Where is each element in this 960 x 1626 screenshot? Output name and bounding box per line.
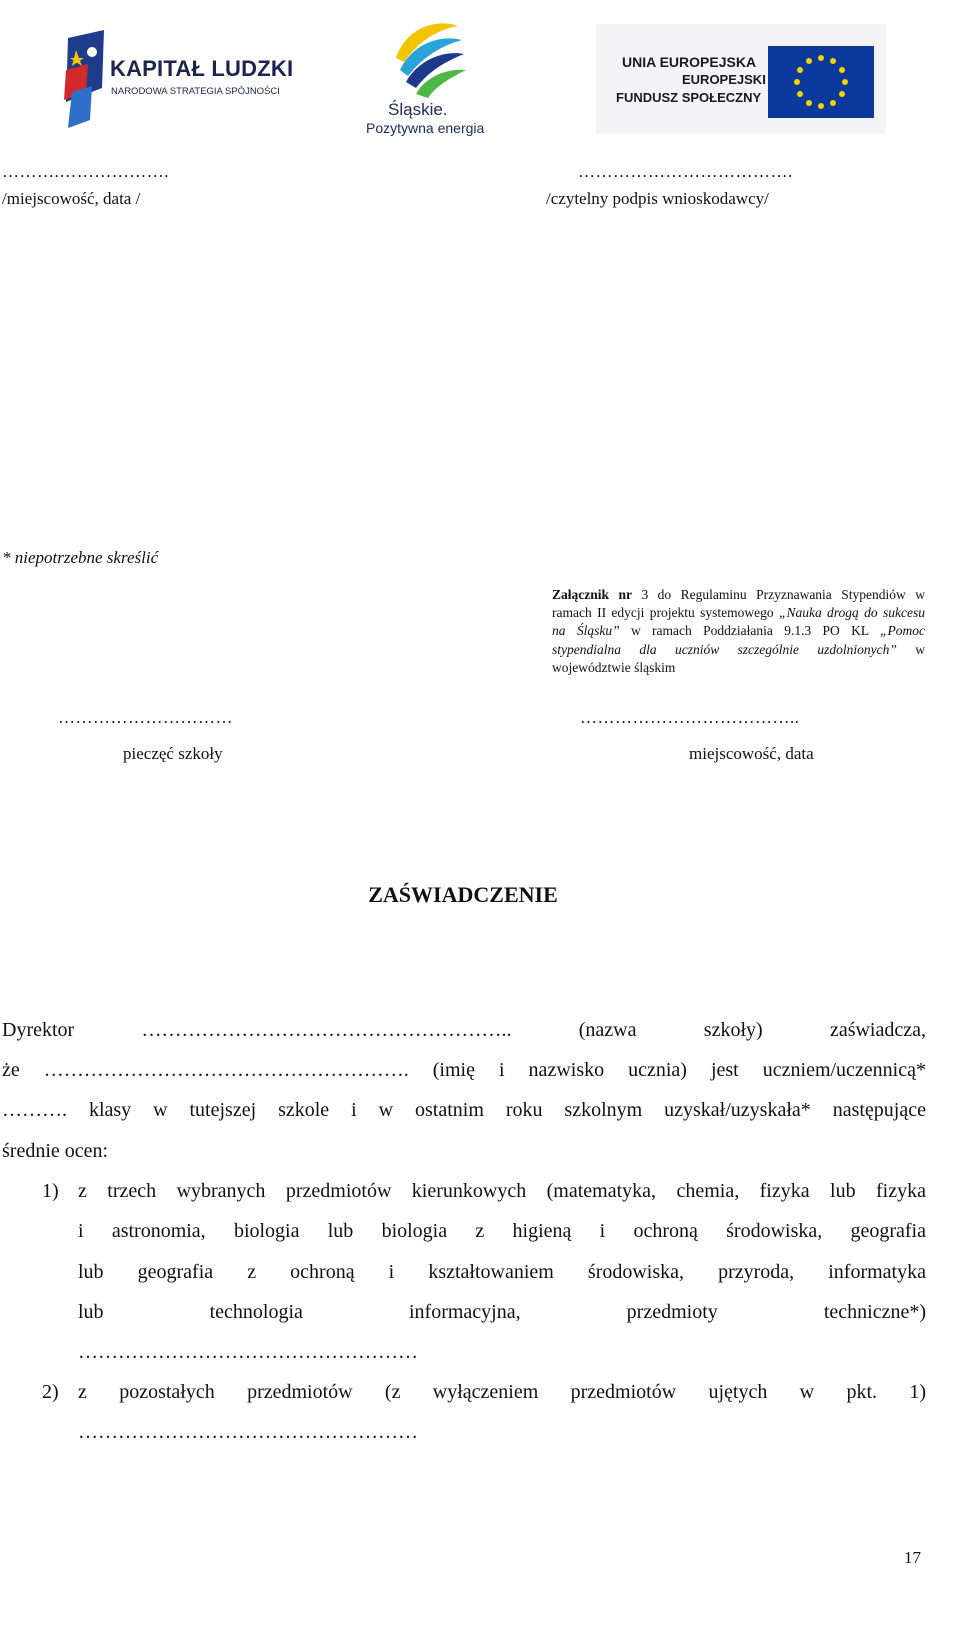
- item-1-line-1: z trzech wybranych przedmiotów kierunkowych (matematyka, chemia, fizyka lub fizyka: [78, 1180, 926, 1202]
- eu-logo: [596, 24, 886, 134]
- kapital-ludzki-icon: [62, 30, 108, 130]
- item-1-dots: ……………………………………………: [78, 1341, 418, 1363]
- page-number: 17: [904, 1548, 921, 1567]
- attachment-text-3: w województwie śląskim: [552, 641, 925, 675]
- attachment-note: [552, 586, 925, 677]
- item-number: 2): [42, 1381, 59, 1403]
- item-2-dots: ……………………………………………: [78, 1421, 418, 1443]
- attachment-project-name: „Nauka drogą do sukcesu na Śląsku”: [552, 605, 925, 639]
- body-line-3: ………. klasy w tutejszej szkole i w ostatnim roku szkolnym uzyskał/uzyskała* następujące: [2, 1099, 926, 1121]
- item-number: 1): [42, 1180, 59, 1202]
- place-date-dots: ……….……………….: [2, 162, 169, 181]
- item-1-line-2: i astronomia, biologia lub biologia z higieną i ochroną środowiska, geografia: [78, 1220, 926, 1242]
- eu-line-2: EUROPEJSKI: [682, 72, 766, 87]
- kapital-ludzki-title: KAPITAŁ LUDZKI: [110, 56, 294, 81]
- body-line-2: że ………………………………………………. (imię i nazwisko ucznia) jest uczniem/uczennicą*: [2, 1059, 926, 1081]
- slaskie-logo: [366, 18, 492, 142]
- slaskie-waves-icon: [366, 18, 492, 98]
- slaskie-slogan: Pozytywna energia: [366, 120, 485, 136]
- place-date-dots-2: ………………………………..: [580, 708, 800, 727]
- signature-dots: ……………………………….: [578, 162, 793, 181]
- school-stamp-label: pieczęć szkoły: [123, 744, 223, 763]
- school-stamp-dots: …………………………: [58, 708, 233, 727]
- item-1-line-4: lub technologia informacyjna, przedmioty techniczne*): [78, 1301, 926, 1323]
- attachment-text-1: 3 do Regulaminu Przyznawania Stypendiów w ramach II edycji projektu systemowego: [552, 587, 925, 621]
- place-date-label-2: miejscowość, data: [689, 744, 814, 763]
- body-line-4: średnie ocen:: [2, 1140, 109, 1162]
- item-1-line-3: lub geografia z ochroną i kształtowaniem środowiska, przyroda, informatyka: [78, 1261, 926, 1283]
- item-2-line-1: z pozostałych przedmiotów (z wyłączeniem przedmiotów ujętych w pkt. 1): [78, 1381, 926, 1403]
- attachment-measure-name: „Pomoc stypendialna dla uczniów szczególnie uzdolnionych”: [552, 623, 925, 657]
- document-title: ZAŚWIADCZENIE: [368, 882, 558, 907]
- attachment-label: Załącznik nr: [552, 587, 632, 602]
- attachment-text-2: w ramach Poddziałania 9.1.3 PO KL: [619, 623, 880, 639]
- body-line-1: Dyrektor ……………………………………………….. (nazwa szkoły) zaświadcza,: [2, 1019, 926, 1041]
- footnote: * niepotrzebne skreślić: [2, 548, 159, 567]
- eu-line-3: FUNDUSZ SPOŁECZNY: [616, 90, 762, 105]
- signature-label: /czytelny podpis wnioskodawcy/: [546, 189, 769, 208]
- place-date-label: /miejscowość, data /: [2, 189, 141, 208]
- kapital-ludzki-subtitle: NARODOWA STRATEGIA SPÓJNOŚCI: [111, 86, 280, 97]
- slaskie-name: Śląskie.: [388, 100, 448, 119]
- eu-flag-icon: [768, 46, 874, 118]
- kapital-ludzki-logo: [62, 28, 292, 134]
- eu-line-1: UNIA EUROPEJSKA: [622, 54, 757, 70]
